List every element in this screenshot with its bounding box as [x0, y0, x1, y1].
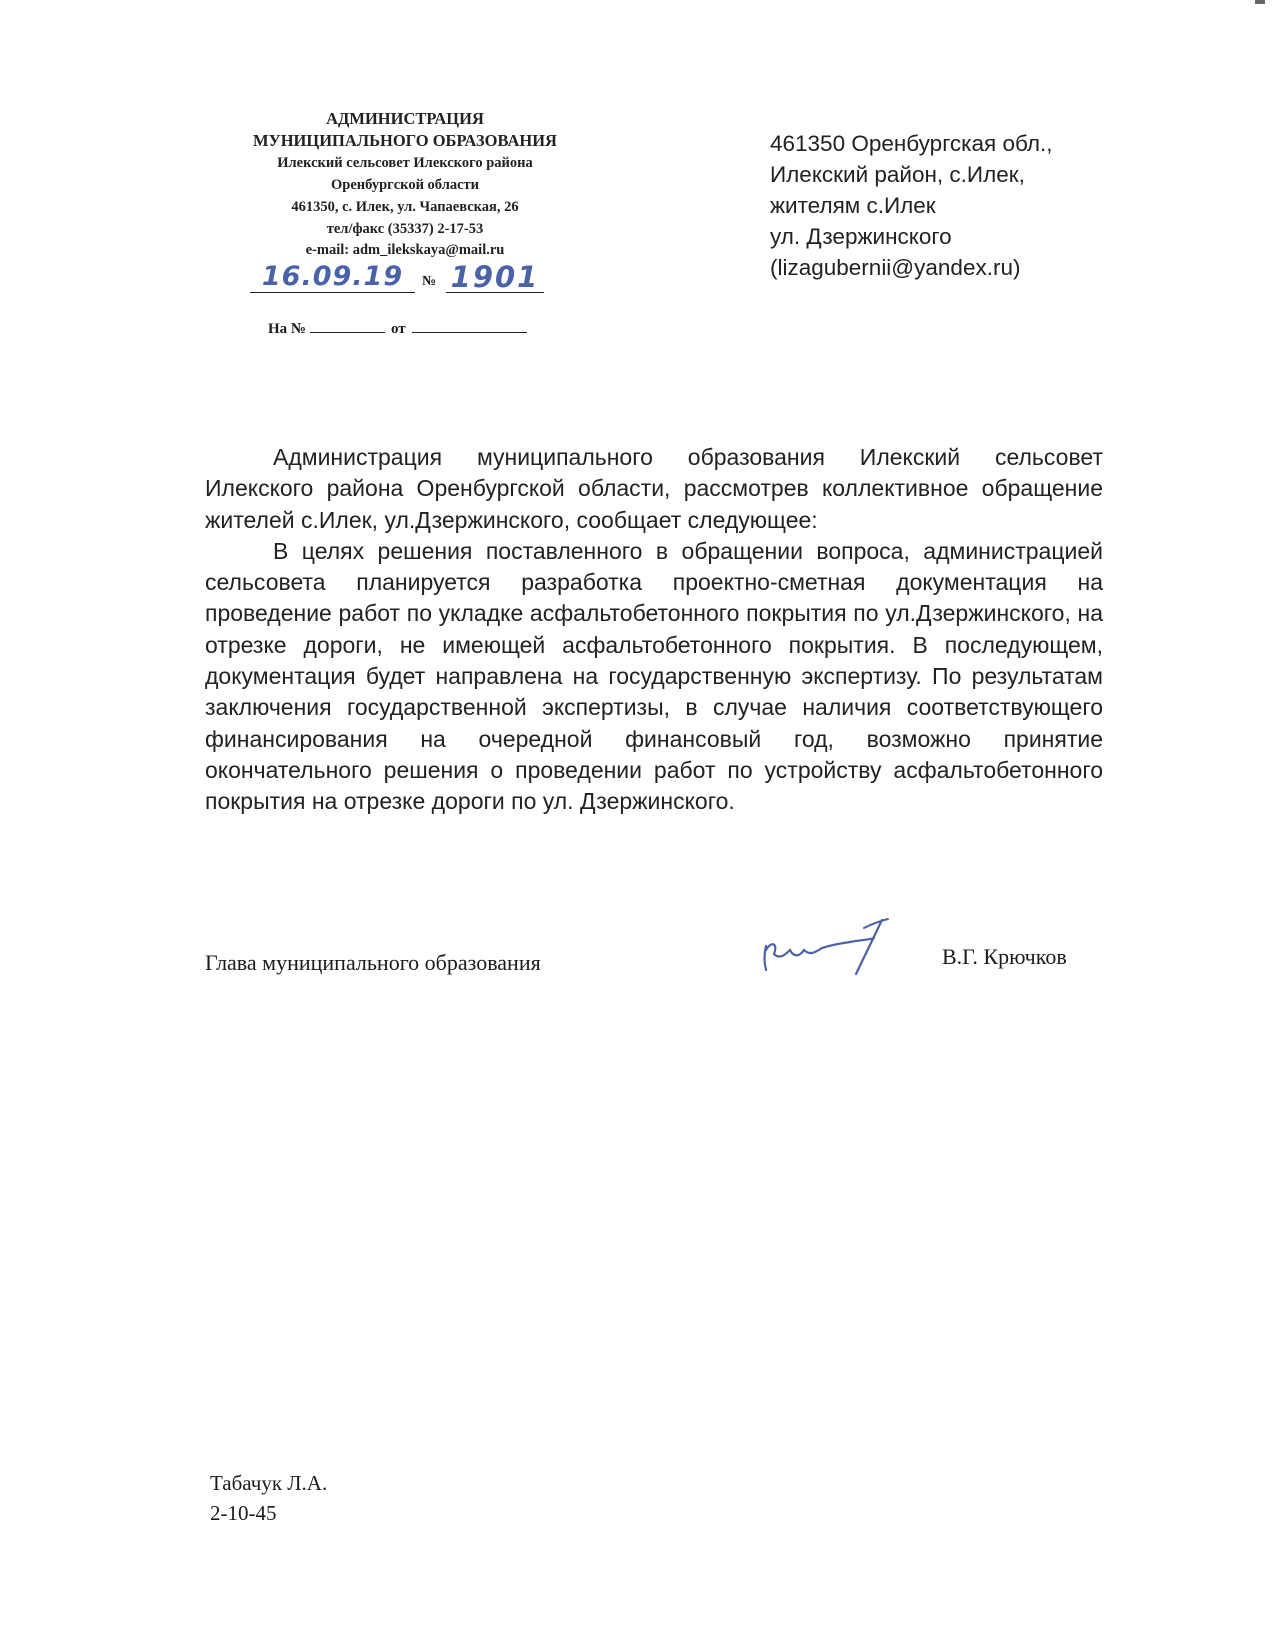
recipient-line1: 461350 Оренбургская обл., — [770, 131, 1053, 156]
sender-org-line4: Оренбургской области — [331, 177, 479, 193]
letter-body — [205, 442, 1103, 818]
recipient-block — [770, 128, 1150, 283]
executor-block — [210, 1468, 327, 1528]
reference-row — [268, 318, 527, 338]
executor-phone: 2-10-45 — [210, 1501, 277, 1525]
reference-number-label: На № — [268, 321, 306, 337]
sender-org-line3: Илекский сельсовет Илекского района — [277, 155, 533, 171]
sender-org-line1: АДМИНИСТРАЦИЯ — [326, 109, 484, 128]
body-paragraph-2: В целях решения поставленного в обращении вопроса, администрацией сельсовета планируется разработка проектно-сметная документация на проведение работ по укладке асфальтобетонного покрытия по ул.Дзержинского, на отрезке дороги, не имеющей асфальтобетонного покрытия. В последующем, документация будет направлена на государственную экспертизу. По результатам заключения государственной экспертизы, в случае наличия соответствующего финансирования на очередной финансовый год, возможно принятие окончательного решения о проведении работ по устройству асфальтобетонного покрытия на отрезке дороги по ул. Дзержинского. — [205, 537, 1103, 815]
registration-row — [250, 262, 550, 294]
registration-number: 1901 — [446, 262, 544, 293]
registration-date: 16.09.19 — [250, 262, 415, 293]
recipient-line3: жителям с.Илек — [770, 193, 936, 218]
reference-number-blank — [310, 318, 385, 333]
recipient-line2: Илекский район, с.Илек, — [770, 162, 1025, 187]
reference-date-blank — [412, 318, 527, 333]
body-paragraph-1: Администрация муниципального образования Илекский сельсовет Илекского района Оренбургской области, рассмотрев коллективное обращение жителей с.Илек, ул.Дзержинского, сообщает следующее: — [205, 444, 1103, 533]
sender-letterhead — [222, 108, 588, 260]
scan-edge-mark — [1255, 0, 1265, 4]
sender-org-line2: МУНИЦИПАЛЬНОГО ОБРАЗОВАНИЯ — [253, 131, 557, 150]
recipient-line4: ул. Дзержинского — [770, 224, 952, 249]
sender-email: e-mail: adm_ilekskaya@mail.ru — [305, 242, 505, 258]
signatory-title: Глава муниципального образования — [205, 950, 541, 975]
signatory-name: В.Г. Крючков — [942, 944, 1067, 969]
executor-name: Табачук Л.А. — [210, 1471, 328, 1495]
handwritten-signature — [760, 910, 920, 980]
registration-number-label: № — [422, 274, 437, 289]
sender-address: 461350, с. Илек, ул. Чапаевская, 26 — [291, 199, 519, 215]
recipient-email: (lizagubernii@yandex.ru) — [770, 255, 1021, 280]
sender-phone: тел/факс (35337) 2-17-53 — [326, 221, 484, 237]
reference-from-label: от — [391, 321, 406, 337]
